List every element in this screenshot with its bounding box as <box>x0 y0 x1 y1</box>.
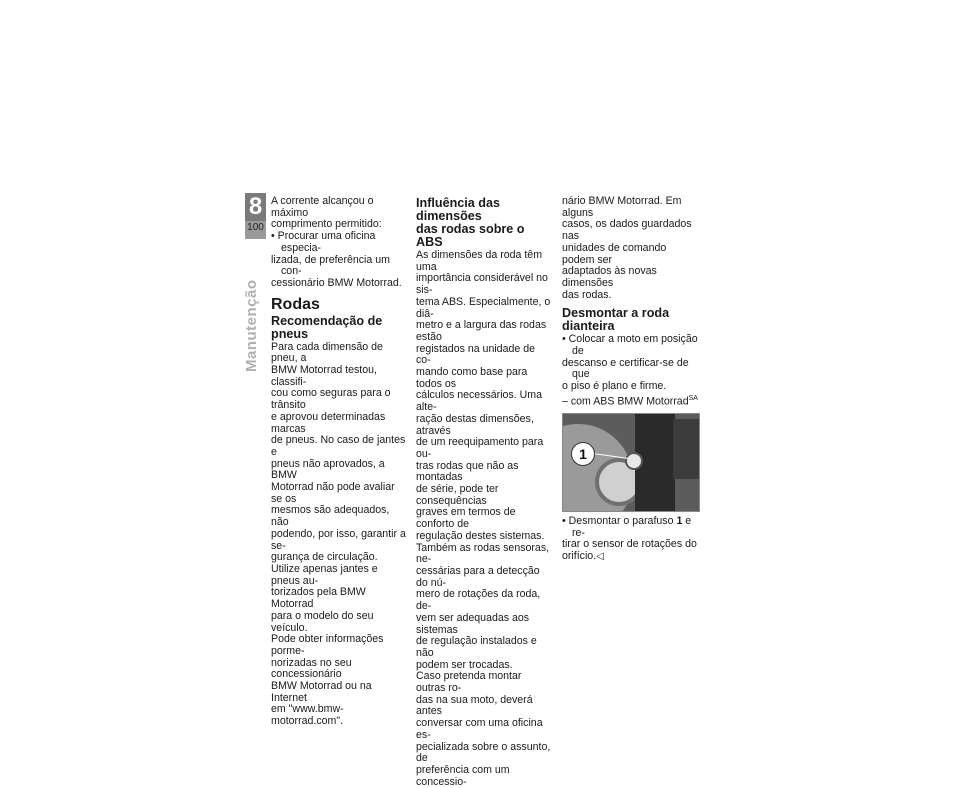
text-line: e aprovou determinadas marcas <box>271 410 386 435</box>
subheading-desmontar <box>562 307 700 333</box>
text-line: Também as rodas sensoras, ne- <box>416 541 550 566</box>
text-line: norizadas no seu concessionário <box>271 656 352 681</box>
text-line: vem ser adequadas aos sistemas <box>416 611 530 636</box>
heading-line: das rodas sobre o ABS <box>416 222 525 249</box>
text-line: Utilize apenas jantes e pneus au- <box>271 562 378 587</box>
heading-line: Influência das dimensões <box>416 196 500 223</box>
sa-marker: SA <box>688 394 698 402</box>
text-line: torizados pela BMW Motorrad <box>271 586 366 611</box>
bullet-item: • Desmontar o parafuso 1 e re- tirar o sensor de rotações do orifício.◁ <box>562 516 700 563</box>
text-line: preferência com um concessio- <box>416 763 510 788</box>
text-line: registados na unidade de co- <box>416 342 535 367</box>
text-line: BMW Motorrad ou na Internet <box>271 680 372 704</box>
text-line: cálculos necessários. Uma alte- <box>416 389 542 414</box>
text-line: unidades de comando podem ser <box>562 241 667 266</box>
paragraph <box>271 634 407 728</box>
bullet-item: • Colocar a moto em posição de descanso e certificar-se de que o piso é plano e firme. <box>562 334 700 393</box>
text-line: de série, pode ter consequências <box>416 483 499 507</box>
bullet-text: descanso e certificar-se de que <box>562 356 689 381</box>
text-line: ração destas dimensões, através <box>416 412 534 437</box>
text-line: podendo, por isso, garantir a se- <box>271 527 406 552</box>
front-wheel-photo <box>562 413 700 512</box>
text-line: podem ser trocadas. <box>416 658 513 671</box>
bullet-text: e re- <box>572 515 692 539</box>
text-line: pecializada sobre o assunto, de <box>416 740 551 765</box>
column-2 <box>416 196 552 788</box>
bullet-text: lizada, de preferência um con- <box>271 253 390 278</box>
bullet-text: Desmontar o parafuso <box>568 515 674 528</box>
text-line: gurança de circulação. <box>271 551 378 564</box>
text-line: nário BMW Motorrad. Em alguns <box>562 195 682 219</box>
text-line: Caso pretenda montar outras ro- <box>416 670 522 695</box>
brake-caliper <box>673 419 700 479</box>
text-line: das na sua moto, deverá antes <box>416 693 533 718</box>
chapter-side-title: Manutenção <box>243 279 260 372</box>
text-line: graves em termos de conforto de <box>416 506 516 531</box>
text-line: mesmos são adequados, não <box>271 504 390 529</box>
text-line: mero de rotações da roda, de- <box>416 588 541 613</box>
bullet-item: • Procurar uma oficina especia- lizada, de preferência um con- cessionário BMW Motorrad. <box>271 231 407 290</box>
text-line: Pode obter informações porme- <box>271 633 384 657</box>
dash-text: com ABS BMW Motorrad <box>570 395 689 408</box>
heading-line: Desmontar a roda <box>562 306 670 321</box>
chapter-number: 8 <box>245 193 266 221</box>
intro-line: A corrente alcançou o máximo <box>271 195 374 219</box>
text-line: BMW Motorrad testou, classifi- <box>271 364 377 388</box>
text-line: adaptados às novas dimensões <box>562 265 657 289</box>
subheading-recomendacao: Recomendação de pneus <box>271 313 383 341</box>
bullet-text: tirar o sensor de rotações do <box>562 538 697 551</box>
text-line: Motorrad não pode avaliar se os <box>271 481 395 505</box>
subheading-abs <box>416 197 552 249</box>
text-line: das rodas. <box>562 288 612 301</box>
sensor-bolt <box>625 452 643 470</box>
text-line: importância considerável no sis- <box>416 272 548 297</box>
column-1 <box>271 196 407 728</box>
paragraph <box>416 250 552 543</box>
bullet-text: o piso é plano e firme. <box>562 380 667 393</box>
text-line: conversar com uma oficina es- <box>416 717 543 741</box>
chapter-tab <box>245 193 266 239</box>
text-line: para o modelo do seu veículo. <box>271 609 374 634</box>
part-number: 1 <box>676 515 683 528</box>
text-line: em "www.bmw-motorrad.com". <box>271 703 344 728</box>
text-line: tema ABS. Especialmente, o diâ- <box>416 295 551 320</box>
text-line: pneus não aprovados, a BMW <box>271 457 385 482</box>
paragraph <box>416 543 552 672</box>
paragraph <box>271 342 407 564</box>
column-3 <box>562 196 700 563</box>
text-line: de pneus. No caso de jantes e <box>271 434 406 458</box>
bullet-text: Colocar a moto em posição de <box>568 333 698 358</box>
text-line: regulação destes sistemas. <box>416 529 545 542</box>
page-number: 100 <box>247 222 264 233</box>
dash-item: – com ABS BMW Motorrad$^{SA}$ <box>562 394 698 408</box>
text-line: de um reequipamento para ou- <box>416 436 544 460</box>
text-line: Para cada dimensão de pneu, a <box>271 340 383 365</box>
end-of-section-icon: ◁ <box>596 551 604 563</box>
text-line: mando como base para todos os <box>416 366 528 390</box>
bullet-text: orifício. <box>562 550 597 563</box>
intro-line: comprimento permitido: <box>271 218 382 231</box>
paragraph <box>416 671 552 788</box>
bullet-text: cessionário BMW Motorrad. <box>271 276 402 289</box>
text-line: metro e a largura das rodas estão <box>416 319 547 343</box>
bullet-text: Procurar uma oficina especia- <box>277 230 376 254</box>
text-line: As dimensões da roda têm uma <box>416 249 543 273</box>
text-line: cou como seguras para o trânsito <box>271 387 391 412</box>
text-line: tras rodas que não as montadas <box>416 459 519 484</box>
paragraph <box>562 196 700 301</box>
callout-number: 1 <box>571 442 595 466</box>
text-line: casos, os dados guardados nas <box>562 218 692 243</box>
section-heading-rodas: Rodas <box>271 295 320 313</box>
text-line: de regulação instalados e não <box>416 635 537 659</box>
paragraph <box>271 564 407 634</box>
text-line: cessárias para a detecção do nú- <box>416 564 540 589</box>
heading-line: dianteira <box>562 319 615 334</box>
